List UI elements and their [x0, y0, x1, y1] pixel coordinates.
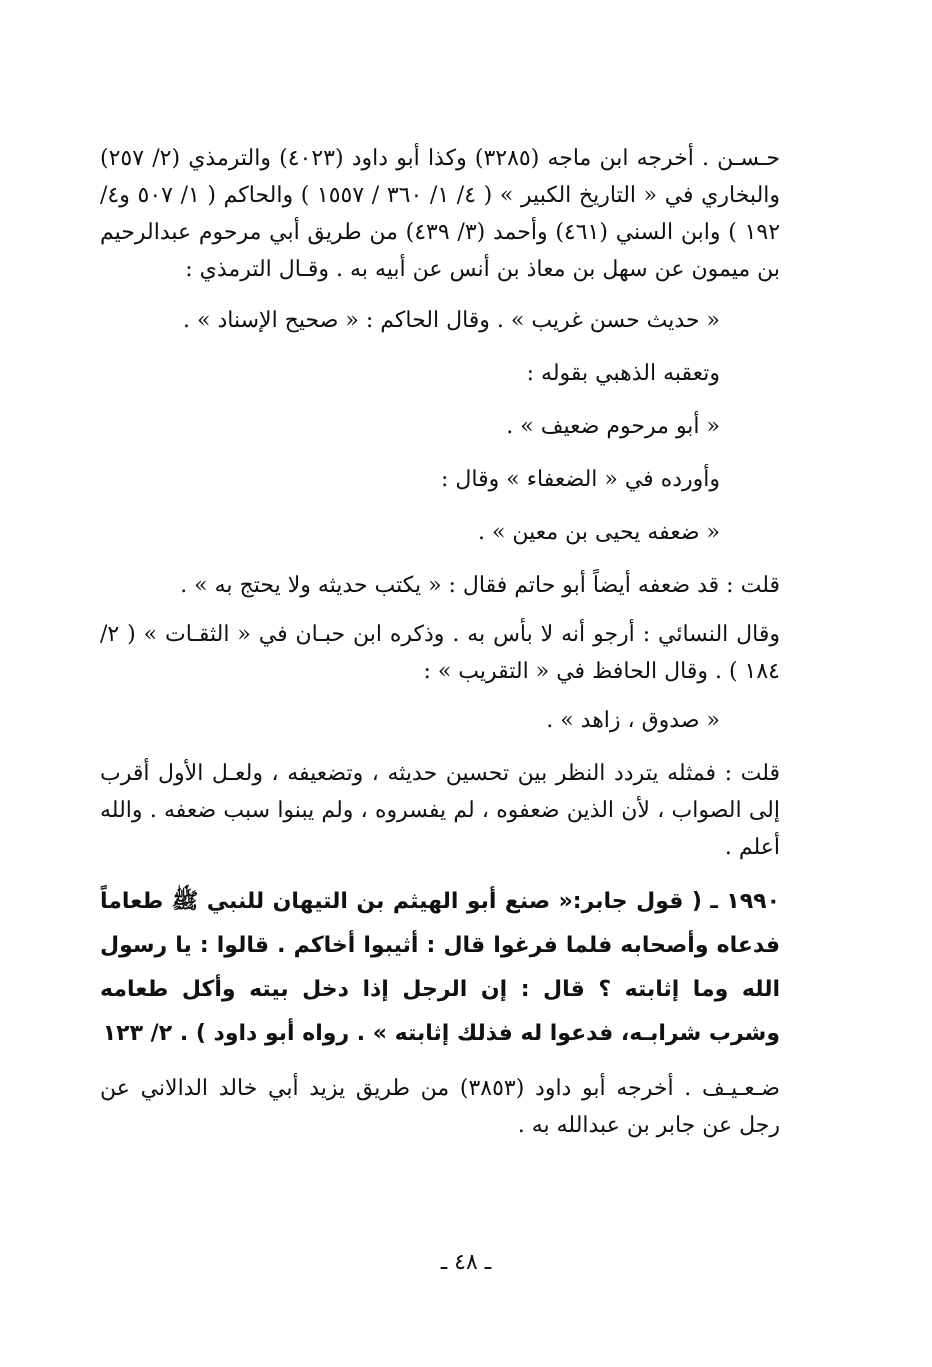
- hadith-1990: ١٩٩٠ ـ ( قول جابر:« صنع أبو الهيثم بن التيهان للنبي ﷺ طعاماً فدعاه وأصحابه فلما فرغوا قال : أثيبوا أخاكم . قالوا : يا رسول الله وما إثابته ؟ قال : إن الرجل إذا دخل بيته وأكل طعامه وشرب شرابـه، فدعوا له فذلك إثابته » . رواه أبو داود ) . ٢/ ١٢٣: [100, 889, 780, 1046]
- nasai-paragraph: وقال النسائي : أرجو أنه لا بأس به . وذكره ابن حبـان في « الثقـات » ( ٢/ ١٨٤ ) . وقال الحافظ في « التقريب » :: [100, 622, 780, 684]
- abu-hatim-paragraph: قلت : قد ضعفه أيضاً أبو حاتم فقال : « يكتب حديثه ولا يحتج به » .: [180, 573, 780, 598]
- daif-paragraph: ضـعـيـف . أخرجه أبو داود (٣٨٥٣) من طريق يزيد أبي خالد الدالاني عن رجل عن جابر بن عبدالله به .: [100, 1076, 780, 1138]
- ibn-maeen-quote: « ضعفه يحيى بن معين » .: [477, 520, 720, 545]
- page-number: ـ ٤٨ ـ: [440, 1250, 492, 1275]
- page-body: [100, 140, 780, 1158]
- dhahabi-quote: « أبو مرحوم ضعيف » .: [506, 414, 720, 439]
- tirmidhi-hakim-quote: « حديث حسن غريب » . وقال الحاكم : « صحيح الإسناد » .: [183, 308, 720, 333]
- duafa-intro: وأورده في « الضعفاء » وقال :: [441, 467, 720, 492]
- conclusion-paragraph: قلت : فمثله يتردد النظر بين تحسين حديثه ، وتضعيفه ، ولعـل الأول أقرب إلى الصواب ، لأن الذين ضعفوه ، لم يفسروه ، ولم يبنوا سبب ضعفه . والله أعلم .: [100, 761, 780, 860]
- dhahabi-intro: وتعقبه الذهبي بقوله :: [526, 361, 720, 386]
- taqrib-quote: « صدوق ، زاهد » .: [546, 708, 720, 733]
- takhrij-paragraph: حـسـن . أخرجه ابن ماجه (٣٢٨٥) وكذا أبو داود (٤٠٢٣) والترمذي (٢/ ٢٥٧) والبخاري في « التاريخ الكبير » ( ٤/ ١/ ٣٦٠ / ١٥٥٧ ) والحاكم ( ١/ ٥٠٧ و٤/ ١٩٢ ) وابن السني (٤٦١) وأحمد (٣/ ٤٣٩) من طريق أبي مرحوم عبدالرحيم بن ميمون عن سهل بن معاذ بن أنس عن أبيه به . وقـال الترمذي :: [100, 146, 781, 282]
